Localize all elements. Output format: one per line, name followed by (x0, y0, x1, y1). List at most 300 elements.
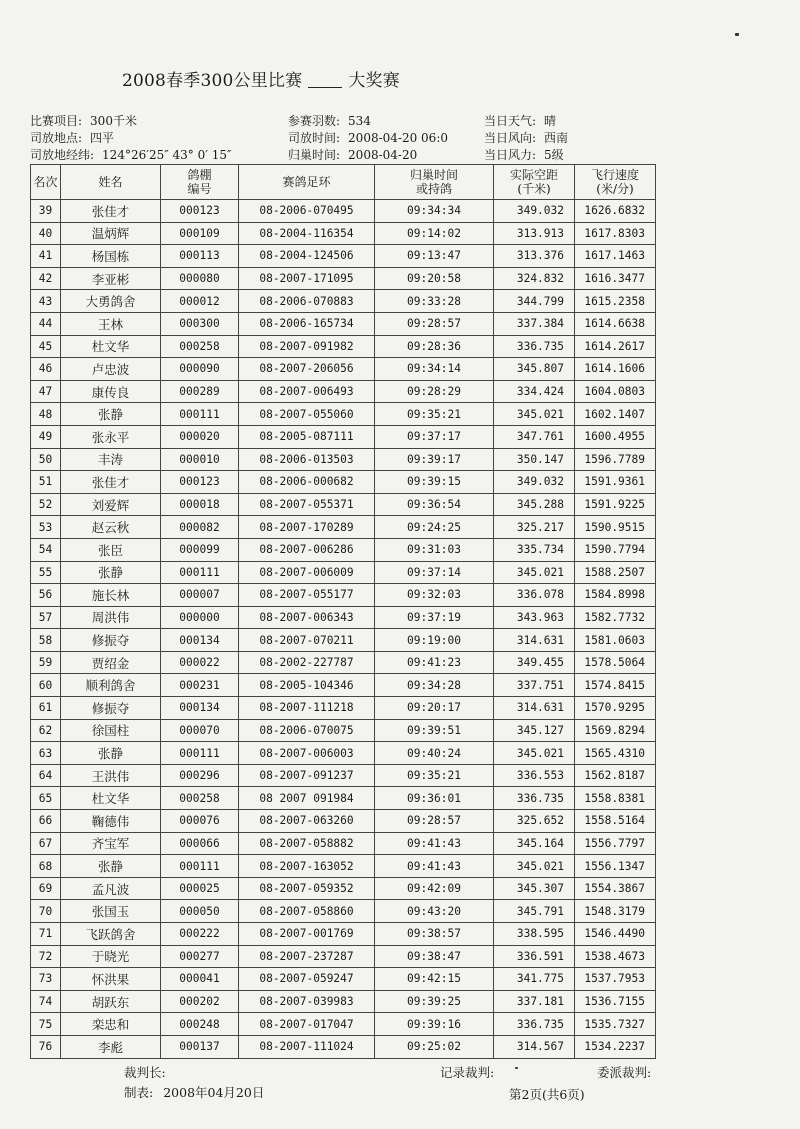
rank-cell: 39 (31, 200, 61, 223)
speed-cell: 1548.3179 (575, 900, 656, 923)
distance-cell: 336.591 (494, 945, 575, 968)
loft-no-cell: 000248 (161, 1013, 239, 1036)
return-time-cell: 09:20:17 (375, 697, 494, 720)
distance-cell: 350.147 (494, 448, 575, 471)
table-row (31, 358, 656, 381)
name-cell: 修振夺 (61, 697, 161, 720)
table-row (31, 923, 656, 946)
distance-cell: 347.761 (494, 425, 575, 448)
table-row (31, 1013, 656, 1036)
distance-cell: 345.807 (494, 358, 575, 381)
name-cell: 康传良 (61, 380, 161, 403)
loft-no-cell: 000066 (161, 832, 239, 855)
rank-cell: 65 (31, 787, 61, 810)
page-number: 第2页(共6页) (509, 1087, 585, 1102)
ring-cell: 08-2007-039983 (239, 990, 375, 1013)
table-header-row (31, 165, 656, 200)
loft-no-cell: 000222 (161, 923, 239, 946)
distance-cell: 349.455 (494, 651, 575, 674)
return-time-cell: 09:35:21 (375, 764, 494, 787)
loft-no-cell: 000000 (161, 606, 239, 629)
ring-cell: 08-2007-006286 (239, 538, 375, 561)
distance-cell: 345.127 (494, 719, 575, 742)
loft-no-cell: 000137 (161, 1035, 239, 1058)
ring-cell: 08-2007-059352 (239, 877, 375, 900)
made-date: 2008年04月20日 (163, 1085, 265, 1100)
speed-cell: 1602.1407 (575, 403, 656, 426)
name-cell: 李亚彬 (61, 267, 161, 290)
distance-cell: 314.567 (494, 1035, 575, 1058)
col-rank-header: 名次 (31, 165, 61, 200)
scan-speck (735, 33, 739, 36)
ring-cell: 08-2004-116354 (239, 222, 375, 245)
table-row (31, 719, 656, 742)
loft-no-cell: 000050 (161, 900, 239, 923)
name-cell: 丰涛 (61, 448, 161, 471)
rank-cell: 42 (31, 267, 61, 290)
col-distance-header: 实际空距 (千米) (494, 165, 575, 200)
name-cell: 刘爱辉 (61, 493, 161, 516)
ring-cell: 08-2007-170289 (239, 516, 375, 539)
rank-cell: 57 (31, 606, 61, 629)
table-row (31, 425, 656, 448)
name-cell: 大勇鸽舍 (61, 290, 161, 313)
ring-cell: 08-2007-055177 (239, 584, 375, 607)
col-loft-no-header: 鸽棚 编号 (161, 165, 239, 200)
rank-cell: 52 (31, 493, 61, 516)
loft-no-cell: 000111 (161, 855, 239, 878)
distance-cell: 345.021 (494, 561, 575, 584)
distance-cell: 325.652 (494, 810, 575, 833)
name-cell: 张静 (61, 403, 161, 426)
name-cell: 施长林 (61, 584, 161, 607)
loft-no-cell: 000123 (161, 200, 239, 223)
distance-cell: 334.424 (494, 380, 575, 403)
return-time-cell: 09:42:15 (375, 968, 494, 991)
speed-cell: 1534.2237 (575, 1035, 656, 1058)
distance-cell: 345.021 (494, 742, 575, 765)
return-time-cell: 09:37:19 (375, 606, 494, 629)
table-row (31, 764, 656, 787)
weather-value: 晴 (544, 114, 557, 128)
name-cell: 温炳辉 (61, 222, 161, 245)
distance-cell: 345.307 (494, 877, 575, 900)
distance-cell: 314.631 (494, 697, 575, 720)
speed-cell: 1617.1463 (575, 245, 656, 268)
name-cell: 张佳才 (61, 200, 161, 223)
table-row (31, 990, 656, 1013)
ring-cell: 08-2007-070211 (239, 629, 375, 652)
distance-cell: 336.735 (494, 787, 575, 810)
speed-cell: 1590.9515 (575, 516, 656, 539)
loft-no-cell: 000258 (161, 335, 239, 358)
distance-cell: 314.631 (494, 629, 575, 652)
loft-no-cell: 000113 (161, 245, 239, 268)
dispatch-referee (597, 1063, 651, 1081)
table-row (31, 742, 656, 765)
name-cell: 飞跃鸽舍 (61, 923, 161, 946)
loft-no-cell: 000296 (161, 764, 239, 787)
table-row (31, 651, 656, 674)
rank-cell: 48 (31, 403, 61, 426)
return-time-cell: 09:20:58 (375, 267, 494, 290)
name-cell: 张静 (61, 561, 161, 584)
ring-cell: 08-2007-091982 (239, 335, 375, 358)
rank-cell: 66 (31, 810, 61, 833)
distance-cell: 341.775 (494, 968, 575, 991)
name-cell: 张静 (61, 855, 161, 878)
loft-no-cell: 000109 (161, 222, 239, 245)
return-time-cell: 09:37:14 (375, 561, 494, 584)
rank-cell: 47 (31, 380, 61, 403)
weather-label: 当日天气: (484, 114, 537, 128)
rank-cell: 58 (31, 629, 61, 652)
loft-no-cell: 000111 (161, 403, 239, 426)
distance-cell: 345.021 (494, 403, 575, 426)
return-time-cell: 09:34:34 (375, 200, 494, 223)
loft-no-cell: 000012 (161, 290, 239, 313)
speed-cell: 1535.7327 (575, 1013, 656, 1036)
table-row (31, 968, 656, 991)
speed-cell: 1590.7794 (575, 538, 656, 561)
return-time-cell: 09:39:16 (375, 1013, 494, 1036)
ring-cell: 08-2006-070883 (239, 290, 375, 313)
ring-cell: 08-2007-006493 (239, 380, 375, 403)
speed-cell: 1536.7155 (575, 990, 656, 1013)
loft-no-cell: 000090 (161, 358, 239, 381)
return-time-cell: 09:34:14 (375, 358, 494, 381)
distance-cell: 344.799 (494, 290, 575, 313)
made-by (124, 1083, 264, 1101)
ring-cell: 08 2007 091984 (239, 787, 375, 810)
results-body (31, 200, 656, 1059)
table-row (31, 832, 656, 855)
speed-cell: 1604.0803 (575, 380, 656, 403)
return-time-cell: 09:28:57 (375, 810, 494, 833)
loft-no-cell: 000020 (161, 425, 239, 448)
speed-cell: 1562.8187 (575, 764, 656, 787)
wind-direction-label: 当日风向: (484, 131, 537, 145)
weather (484, 112, 556, 129)
name-cell: 周洪伟 (61, 606, 161, 629)
loft-no-cell: 000134 (161, 697, 239, 720)
wind-force (484, 146, 564, 163)
rank-cell: 44 (31, 312, 61, 335)
entries (288, 112, 371, 129)
name-cell: 张国玉 (61, 900, 161, 923)
table-row (31, 538, 656, 561)
table-row (31, 787, 656, 810)
table-row (31, 200, 656, 223)
return-time-cell: 09:32:03 (375, 584, 494, 607)
distance-cell: 345.164 (494, 832, 575, 855)
rank-cell: 63 (31, 742, 61, 765)
distance-cell: 336.553 (494, 764, 575, 787)
return-time-cell: 09:43:20 (375, 900, 494, 923)
distance-cell: 337.751 (494, 674, 575, 697)
ring-cell: 08-2007-111024 (239, 1035, 375, 1058)
return-time-cell: 09:36:54 (375, 493, 494, 516)
table-row (31, 312, 656, 335)
event-item-value: 300千米 (90, 114, 137, 128)
name-cell: 李彪 (61, 1035, 161, 1058)
speed-cell: 1614.6638 (575, 312, 656, 335)
table-row (31, 471, 656, 494)
speed-cell: 1614.2617 (575, 335, 656, 358)
ring-cell: 08-2005-087111 (239, 425, 375, 448)
loft-no-cell: 000300 (161, 312, 239, 335)
ring-cell: 08-2007-111218 (239, 697, 375, 720)
event-item-label: 比赛项目: (30, 114, 83, 128)
name-cell: 胡跃东 (61, 990, 161, 1013)
name-cell: 张臣 (61, 538, 161, 561)
loft-no-cell: 000123 (161, 471, 239, 494)
table-row (31, 561, 656, 584)
recorder (440, 1063, 494, 1081)
speed-cell: 1554.3867 (575, 877, 656, 900)
distance-cell: 345.288 (494, 493, 575, 516)
distance-cell: 325.217 (494, 516, 575, 539)
return-time (288, 146, 417, 163)
wind-force-value: 5级 (544, 148, 564, 162)
rank-cell: 70 (31, 900, 61, 923)
distance-cell: 313.376 (494, 245, 575, 268)
name-cell: 王洪伟 (61, 764, 161, 787)
table-row (31, 945, 656, 968)
speed-cell: 1591.9225 (575, 493, 656, 516)
ring-cell: 08-2004-124506 (239, 245, 375, 268)
title-suffix: 大奖赛 (348, 71, 400, 91)
return-time-cell: 09:39:51 (375, 719, 494, 742)
return-time-cell: 09:36:01 (375, 787, 494, 810)
loft-no-cell: 000289 (161, 380, 239, 403)
table-row (31, 222, 656, 245)
rank-cell: 56 (31, 584, 61, 607)
ring-cell: 08-2007-063260 (239, 810, 375, 833)
speed-cell: 1582.7732 (575, 606, 656, 629)
rank-cell: 50 (31, 448, 61, 471)
rank-cell: 54 (31, 538, 61, 561)
ring-cell: 08-2007-001769 (239, 923, 375, 946)
rank-cell: 59 (31, 651, 61, 674)
speed-cell: 1537.7953 (575, 968, 656, 991)
speed-cell: 1538.4673 (575, 945, 656, 968)
rank-cell: 69 (31, 877, 61, 900)
table-row (31, 448, 656, 471)
release-time-value: 2008-04-20 06:0 (348, 131, 448, 145)
coords-label: 司放地经纬: (30, 148, 95, 162)
rank-cell: 73 (31, 968, 61, 991)
title-blank-line (308, 87, 342, 88)
name-cell: 张永平 (61, 425, 161, 448)
return-time-cell: 09:28:36 (375, 335, 494, 358)
table-row (31, 629, 656, 652)
loft-no-cell: 000258 (161, 787, 239, 810)
return-time-cell: 09:14:02 (375, 222, 494, 245)
rank-cell: 60 (31, 674, 61, 697)
speed-cell: 1616.3477 (575, 267, 656, 290)
return-time-cell: 09:39:15 (375, 471, 494, 494)
speed-cell: 1565.4310 (575, 742, 656, 765)
rank-cell: 45 (31, 335, 61, 358)
loft-no-cell: 000007 (161, 584, 239, 607)
table-row (31, 267, 656, 290)
release-place-label: 司放地点: (30, 131, 83, 145)
name-cell: 张静 (61, 742, 161, 765)
speed-cell: 1615.2358 (575, 290, 656, 313)
return-time-label: 归巢时间: (288, 148, 341, 162)
distance-cell: 345.021 (494, 855, 575, 878)
name-cell: 怀洪果 (61, 968, 161, 991)
ring-cell: 08-2006-070075 (239, 719, 375, 742)
name-cell: 栾忠和 (61, 1013, 161, 1036)
made-label: 制表: (124, 1085, 154, 1100)
return-time-cell: 09:19:00 (375, 629, 494, 652)
distance-cell: 345.791 (494, 900, 575, 923)
table-row (31, 674, 656, 697)
rank-cell: 71 (31, 923, 61, 946)
return-time-cell: 09:37:17 (375, 425, 494, 448)
speed-cell: 1558.5164 (575, 810, 656, 833)
name-cell: 顺利鸽舍 (61, 674, 161, 697)
ring-cell: 08-2007-055371 (239, 493, 375, 516)
ring-cell: 08-2006-013503 (239, 448, 375, 471)
chief-referee-label: 裁判长: (124, 1065, 166, 1080)
name-cell: 修振夺 (61, 629, 161, 652)
page-title (122, 66, 400, 91)
name-cell: 徐国柱 (61, 719, 161, 742)
release-time (288, 129, 448, 146)
name-cell: 孟凡波 (61, 877, 161, 900)
loft-no-cell: 000134 (161, 629, 239, 652)
distance-cell: 336.735 (494, 335, 575, 358)
speed-cell: 1617.8303 (575, 222, 656, 245)
table-row (31, 855, 656, 878)
table-row (31, 403, 656, 426)
table-row (31, 606, 656, 629)
col-return-time-header: 归巢时间 或持鸽 (375, 165, 494, 200)
chief-referee (124, 1063, 166, 1081)
speed-cell: 1578.5064 (575, 651, 656, 674)
col-name-header: 姓名 (61, 165, 161, 200)
wind-direction (484, 129, 568, 146)
entries-value: 534 (348, 114, 371, 128)
ring-cell: 08-2007-237287 (239, 945, 375, 968)
table-row (31, 584, 656, 607)
rank-cell: 40 (31, 222, 61, 245)
ring-cell: 08-2007-006343 (239, 606, 375, 629)
scan-speck (515, 1067, 518, 1069)
return-time-cell: 09:33:28 (375, 290, 494, 313)
name-cell: 齐宝军 (61, 832, 161, 855)
return-time-value: 2008-04-20 (348, 148, 418, 162)
return-time-cell: 09:41:23 (375, 651, 494, 674)
ring-cell: 08-2007-055060 (239, 403, 375, 426)
loft-no-cell: 000070 (161, 719, 239, 742)
name-cell: 卢忠波 (61, 358, 161, 381)
distance-cell: 337.181 (494, 990, 575, 1013)
release-place-value: 四平 (90, 131, 115, 145)
return-time-cell: 09:38:57 (375, 923, 494, 946)
speed-cell: 1556.7797 (575, 832, 656, 855)
return-time-cell: 09:34:28 (375, 674, 494, 697)
ring-cell: 08-2007-171095 (239, 267, 375, 290)
loft-no-cell: 000111 (161, 561, 239, 584)
rank-cell: 43 (31, 290, 61, 313)
ring-cell: 08-2007-059247 (239, 968, 375, 991)
ring-cell: 08-2006-165734 (239, 312, 375, 335)
loft-no-cell: 000082 (161, 516, 239, 539)
rank-cell: 67 (31, 832, 61, 855)
wind-direction-value: 西南 (544, 131, 569, 145)
name-cell: 鞠德伟 (61, 810, 161, 833)
rank-cell: 53 (31, 516, 61, 539)
loft-no-cell: 000202 (161, 990, 239, 1013)
loft-no-cell: 000041 (161, 968, 239, 991)
speed-cell: 1558.8381 (575, 787, 656, 810)
event-item (30, 112, 137, 129)
ring-cell: 08-2006-070495 (239, 200, 375, 223)
return-time-cell: 09:40:24 (375, 742, 494, 765)
ring-cell: 08-2007-017047 (239, 1013, 375, 1036)
loft-no-cell: 000076 (161, 810, 239, 833)
loft-no-cell: 000111 (161, 742, 239, 765)
rank-cell: 49 (31, 425, 61, 448)
ring-cell: 08-2007-058882 (239, 832, 375, 855)
table-row (31, 380, 656, 403)
entries-label: 参赛羽数: (288, 114, 341, 128)
speed-cell: 1570.9295 (575, 697, 656, 720)
ring-cell: 08-2005-104346 (239, 674, 375, 697)
distance-cell: 338.595 (494, 923, 575, 946)
table-row (31, 516, 656, 539)
return-time-cell: 09:25:02 (375, 1035, 494, 1058)
release-coords (30, 146, 232, 163)
table-row (31, 697, 656, 720)
distance-cell: 337.384 (494, 312, 575, 335)
coords-value: 124°26′25″ 43° 0′ 15″ (102, 148, 232, 162)
col-ring-header: 赛鸽足环 (239, 165, 375, 200)
release-time-label: 司放时间: (288, 131, 341, 145)
return-time-cell: 09:39:25 (375, 990, 494, 1013)
rank-cell: 74 (31, 990, 61, 1013)
speed-cell: 1626.6832 (575, 200, 656, 223)
speed-cell: 1574.8415 (575, 674, 656, 697)
distance-cell: 336.735 (494, 1013, 575, 1036)
loft-no-cell: 000025 (161, 877, 239, 900)
return-time-cell: 09:42:09 (375, 877, 494, 900)
loft-no-cell: 000080 (161, 267, 239, 290)
wind-force-label: 当日风力: (484, 148, 537, 162)
speed-cell: 1588.2507 (575, 561, 656, 584)
col-speed-header: 飞行速度 (米/分) (575, 165, 656, 200)
table-row (31, 335, 656, 358)
rank-cell: 41 (31, 245, 61, 268)
ring-cell: 08-2007-163052 (239, 855, 375, 878)
rank-cell: 75 (31, 1013, 61, 1036)
return-time-cell: 09:28:57 (375, 312, 494, 335)
distance-cell: 349.032 (494, 471, 575, 494)
release-place (30, 129, 114, 146)
name-cell: 杜文华 (61, 335, 161, 358)
ring-cell: 08-2002-227787 (239, 651, 375, 674)
rank-cell: 76 (31, 1035, 61, 1058)
rank-cell: 46 (31, 358, 61, 381)
speed-cell: 1581.0603 (575, 629, 656, 652)
loft-no-cell: 000277 (161, 945, 239, 968)
dispatch-label: 委派裁判: (597, 1065, 652, 1080)
rank-cell: 62 (31, 719, 61, 742)
